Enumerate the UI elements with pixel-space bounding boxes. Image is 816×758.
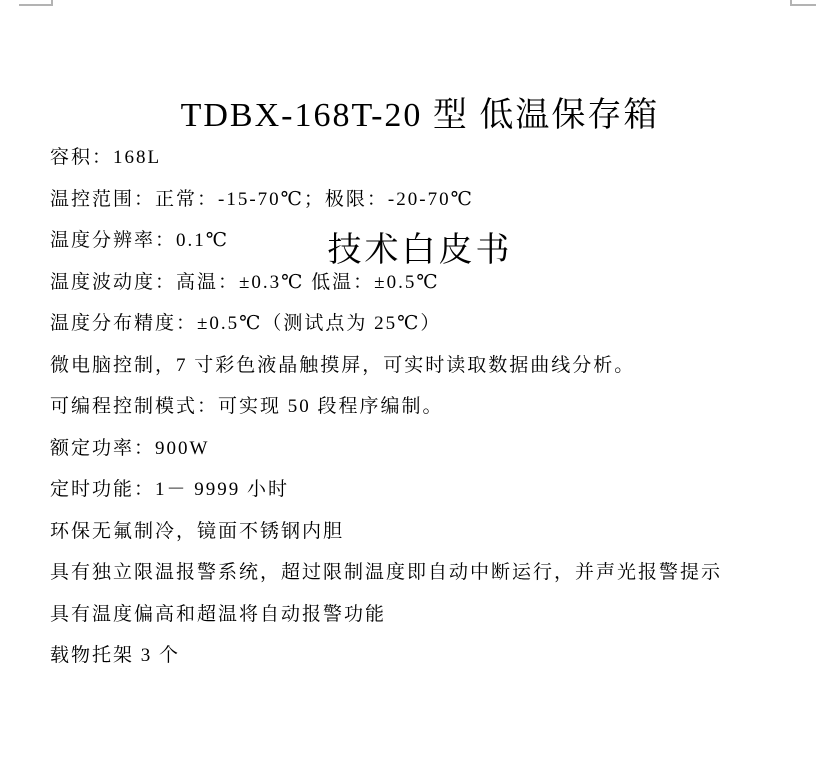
spec-line-temp-uniformity: 温度分布精度：±0.5℃（测试点为 25℃） <box>50 313 442 334</box>
spec-line-overtemp-alarm: 具有温度偏高和超温将自动报警功能 <box>50 603 387 625</box>
spec-line-temp-control-range: 温控范围：正常：-15-70℃；极限：-20-70℃ <box>50 188 474 210</box>
spec-line-programmable-mode: 可编程控制模式：可实现 50 段程序编制。 <box>50 396 444 417</box>
page-boundary-mark-top-right-horizontal <box>790 4 816 6</box>
spec-line-temp-fluctuation: 温度波动度：高温：±0.3℃ 低温：±0.5℃ <box>50 271 440 293</box>
document-title-subtitle-line: 技术白皮书 <box>327 232 513 269</box>
spec-line-rated-power: 额定功率：900W <box>50 437 210 459</box>
spec-list <box>50 137 790 677</box>
page-boundary-mark-top-right-vertical <box>790 0 792 6</box>
spec-line-temp-resolution: 温度分辨率：0.1℃ <box>50 230 230 251</box>
spec-line-eco-refrigeration: 环保无氟制冷，镜面不锈钢内胆 <box>50 520 345 542</box>
spec-line-capacity: 容积：168L <box>50 147 162 168</box>
spec-line-microcomputer-control: 微电脑控制，7 寸彩色液晶触摸屏，可实时读取数据曲线分析。 <box>50 354 636 376</box>
spec-line-limit-temp-alarm: 具有独立限温报警系统，超过限制温度即自动中断运行，并声光报警提示 <box>50 562 723 583</box>
spec-line-shelves: 载物托架 3 个 <box>50 645 181 666</box>
page-boundary-mark-top-left-horizontal <box>19 4 52 6</box>
document-title-model-line: TDBX-168T-20 型 低温保存箱 <box>180 97 660 134</box>
spec-line-timer-function: 定时功能：1－ 9999 小时 <box>50 479 290 500</box>
